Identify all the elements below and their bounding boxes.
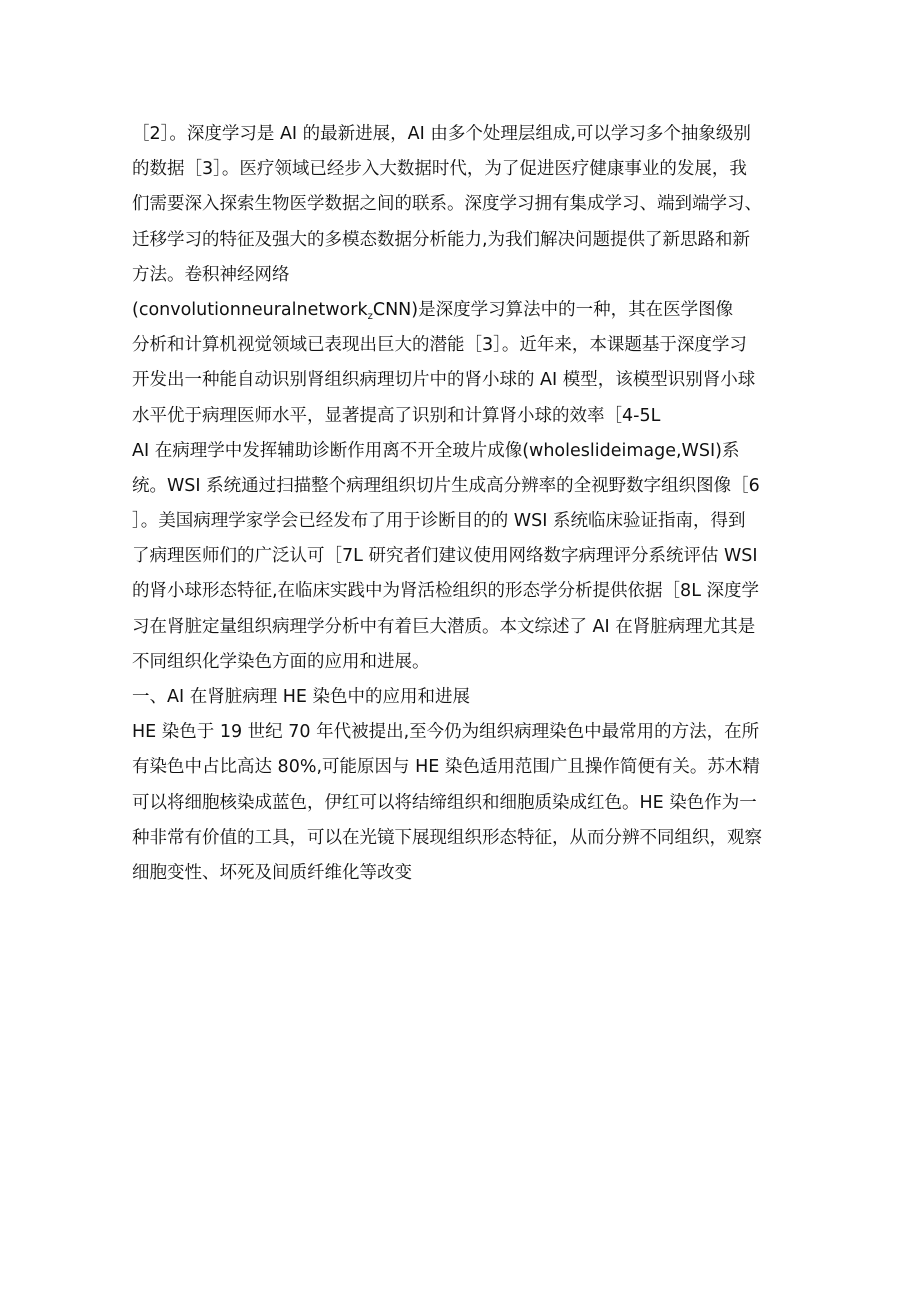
text-line: ］。美国病理学家学会已经发布了用于诊断目的的 WSI 系统临床验证指南，得到 <box>132 511 746 532</box>
text-line <box>132 293 812 328</box>
text-line: 分析和计算机视觉领域已表现出巨大的潜能［3］。近年来，本课题基于深度学习 <box>132 335 747 356</box>
text-line: 方法。卷积神经网络 <box>132 264 290 285</box>
section-heading: 一、AI 在肾脏病理 HE 染色中的应用和进展 <box>132 687 471 707</box>
text-line: 不同组织化学染色方面的应用和进展。 <box>132 651 430 672</box>
text-line: 迁移学习的特征及强大的多模态数据分析能力,为我们解决问题提供了新思路和新 <box>132 229 751 250</box>
text-line: AI 在病理学中发挥辅助诊断作用离不开全玻片成像(wholeslideimage,WSI)系 <box>132 440 740 461</box>
paragraph-intro <box>132 117 812 293</box>
cnn-term: (convolutionneuralnetwork <box>132 299 368 320</box>
paragraph-wsi <box>132 434 812 680</box>
text-line: 们需要深入探索生物医学数据之间的联系。深度学习拥有集成学习、端到端学习、 <box>132 194 762 215</box>
text-line: 习在肾脏定量组织病理学分析中有着巨大潜质。本文综述了 AI 在肾脏病理尤其是 <box>132 616 756 637</box>
cnn-definition: CNN)是深度学习算法中的一种，其在医学图像 <box>372 299 734 320</box>
text-line: 的数据［3］。医疗领域已经步入大数据时代，为了促进医疗健康事业的发展，我 <box>132 159 747 180</box>
paragraph-he <box>132 715 812 891</box>
text-line: HE 染色于 19 世纪 70 年代被提出,至今仍为组织病理染色中最常用的方法，在所 <box>132 722 760 743</box>
text-line: 水平优于病理医师水平，显著提高了识别和计算肾小球的效率［4-5L <box>132 405 661 426</box>
text-line: 可以将细胞核染成蓝色，伊红可以将结缔组织和细胞质染成红色。HE 染色作为一 <box>132 792 757 813</box>
text-line: 细胞变性、坏死及间质纤维化等改变 <box>132 862 412 883</box>
document-body <box>132 117 812 891</box>
text-line: 有染色中占比高达 80%,可能原因与 HE 染色适用范围广且操作简便有关。苏木精 <box>132 757 760 778</box>
text-line: ［2］。深度学习是 AI 的最新进展，AI 由多个处理层组成,可以学习多个抽象级别 <box>132 124 751 144</box>
subscript-char: z <box>367 310 373 322</box>
text-line: 开发出一种能自动识别肾组织病理切片中的肾小球的 AI 模型，该模型识别肾小球 <box>132 370 756 391</box>
text-line: 统。WSI 系统通过扫描整个病理组织切片生成高分辨率的全视野数字组织图像［6 <box>132 475 760 496</box>
text-line: 了病理医师们的广泛认可［7L 研究者们建议使用网络数字病理评分系统评估 WSI <box>132 546 758 567</box>
paragraph-cnn <box>132 293 812 434</box>
text-line: 的肾小球形态特征,在临床实践中为肾活检组织的形态学分析提供依据［8L 深度学 <box>132 581 760 602</box>
text-line: 种非常有价值的工具，可以在光镜下展现组织形态特征，从而分辨不同组织，观察 <box>132 827 762 848</box>
